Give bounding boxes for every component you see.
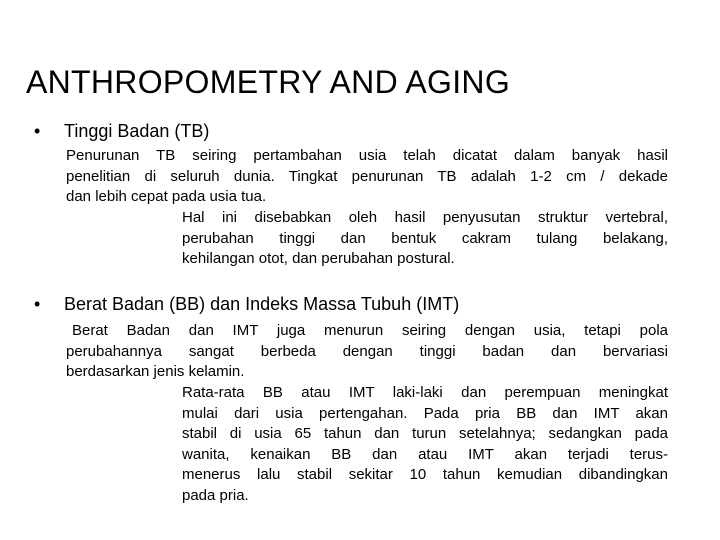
bullet-dot: • <box>34 294 41 314</box>
paragraph-berat-badan <box>66 321 668 383</box>
paragraph-line: perubahannya sangat berbeda dengan tinggi badan dan bervariasi <box>66 342 668 360</box>
indented-paragraph-tinggi-badan <box>182 208 668 270</box>
indented-paragraph-berat-badan <box>182 383 668 506</box>
bullet-tinggi-badan <box>34 120 209 142</box>
paragraph-line: mulai dari usia pertengahan. Pada pria BB dan IMT akan <box>182 404 668 422</box>
paragraph-line: dan lebih cepat pada usia tua. <box>66 188 267 205</box>
paragraph-line: Rata-rata BB atau IMT laki-laki dan perempuan meningkat <box>182 384 668 401</box>
bullet-berat-badan <box>34 293 459 315</box>
section-heading: Tinggi Badan (TB) <box>64 121 210 141</box>
paragraph-line: Hal ini disebabkan oleh hasil penyusutan struktur vertebral, <box>182 209 668 226</box>
paragraph-line: pada pria. <box>182 486 249 504</box>
slide-title: ANTHROPOMETRY AND AGING <box>26 64 511 100</box>
paragraph-tinggi-badan <box>66 146 668 208</box>
paragraph-line: perubahan tinggi dan bentuk cakram tulang belakang, <box>182 229 668 247</box>
paragraph-line: berdasarkan jenis kelamin. <box>66 363 245 380</box>
paragraph-line: Penurunan TB seiring pertambahan usia telah dicatat dalam banyak hasil <box>66 147 668 164</box>
bullet-dot: • <box>34 121 41 141</box>
paragraph-line: menerus lalu stabil sekitar 10 tahun kemudian dibandingkan <box>182 466 668 483</box>
section-heading: Berat Badan (BB) dan Indeks Massa Tubuh (IMT) <box>64 294 460 314</box>
paragraph-line: Berat Badan dan IMT juga menurun seiring dengan usia, tetapi pola <box>72 322 668 339</box>
paragraph-line: wanita, kenaikan BB dan atau IMT akan terjadi terus- <box>182 445 668 463</box>
paragraph-line: kehilangan otot, dan perubahan postural. <box>182 250 455 267</box>
paragraph-line: stabil di usia 65 tahun dan turun setelahnya; sedangkan pada <box>182 425 668 442</box>
paragraph-line: penelitian di seluruh dunia. Tingkat penurunan TB adalah 1-2 cm / dekade <box>66 167 668 185</box>
